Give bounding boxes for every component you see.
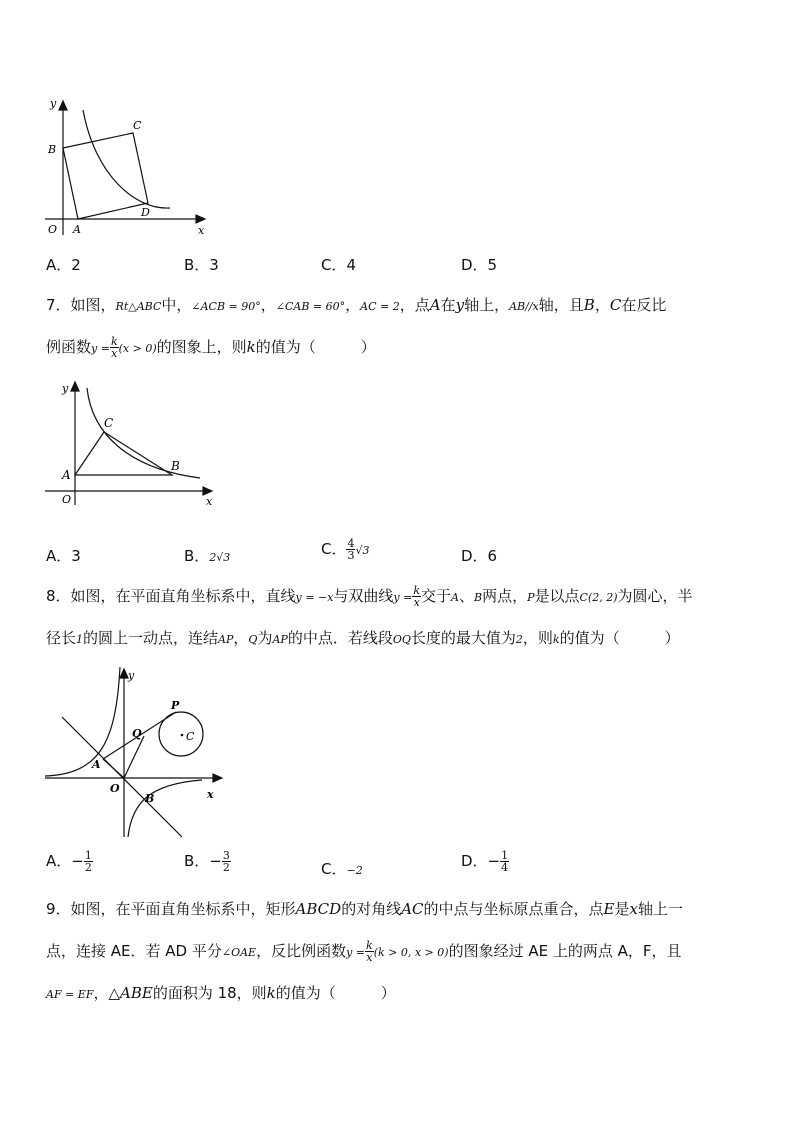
- label-o: O: [48, 223, 58, 236]
- q6-option-a[interactable]: A．2: [46, 256, 81, 274]
- label-y: y: [62, 382, 69, 395]
- y-axis-arrow: [120, 669, 128, 678]
- q9-line-3: AF = EF，△ABE的面积为 18，则k的值为（ ）: [46, 984, 396, 1002]
- label-a: A: [62, 468, 71, 482]
- q7-line-2: 例函数y = $\frac{k}{x}$ (x > 0)的图象上，则k的值为（ ）: [46, 335, 376, 360]
- label-y: y: [50, 97, 57, 110]
- q8-option-d[interactable]: D．− $\frac{1}{4}$: [461, 849, 509, 874]
- q8-line-2: 径长1的圆上一动点，连结AP，Q为AP的中点．若线段OQ长度的最大值为2，则k的值为（ ）: [46, 629, 680, 647]
- q6-option-d[interactable]: D．5: [461, 256, 498, 274]
- label-o: O: [110, 782, 120, 795]
- q6-option-c[interactable]: C．4: [321, 256, 357, 274]
- square-abcd: [63, 133, 148, 219]
- x-axis-arrow: [196, 215, 205, 223]
- q7-line-1: 7．如图，Rt△ABC中，∠ACB = 90°，∠CAB = 60°，AC = 2，点A在y轴上，AB//x轴，且B，C在反比: [46, 296, 667, 314]
- q7-option-c[interactable]: C． $\frac{4}{3}$ √3: [321, 537, 370, 562]
- label-o: O: [62, 493, 72, 506]
- label-b: B: [171, 459, 180, 473]
- label-d: D: [141, 206, 150, 219]
- hyperbola-curve: [83, 110, 170, 208]
- q9-line-1: 9．如图，在平面直角坐标系中，矩形ABCD的对角线AC的中点与坐标原点重合，点E是x轴上一: [46, 900, 683, 918]
- label-a: A: [73, 223, 81, 236]
- label-x: x: [198, 224, 205, 237]
- fraction-k-over-x: $\frac{k}{x}$: [110, 335, 118, 360]
- figure-q7: [40, 375, 220, 510]
- segment-ao: [103, 759, 124, 778]
- center-point: [181, 734, 184, 737]
- label-x: x: [207, 788, 214, 801]
- q7-option-a[interactable]: A．3: [46, 547, 81, 565]
- q7-option-b[interactable]: B．2√3: [184, 547, 231, 565]
- hyperbola-branch-2: [45, 667, 120, 776]
- q8-option-b[interactable]: B．− $\frac{3}{2}$: [184, 849, 230, 874]
- label-c: C: [186, 730, 195, 743]
- figure-q6: [40, 95, 215, 240]
- q9-line-2: 点，连接 AE．若 AD 平分∠OAE，反比例函数y = $\frac{k}{x}$ (k > 0, x > 0)的图象经过 AE 上的两点 A，F，且: [46, 939, 682, 964]
- label-b: B: [145, 792, 155, 805]
- label-a: A: [92, 758, 101, 771]
- y-axis-arrow: [59, 101, 67, 110]
- line-y-neg-x: [62, 717, 182, 837]
- q8-option-c[interactable]: C．−2: [321, 860, 363, 878]
- x-axis-arrow: [203, 487, 212, 495]
- label-p: P: [171, 699, 180, 712]
- label-c: C: [104, 416, 114, 430]
- x-axis-arrow: [213, 774, 222, 782]
- label-b: B: [48, 143, 57, 156]
- y-axis-arrow: [71, 382, 79, 391]
- q8-line-1: 8．如图，在平面直角坐标系中，直线y = −x与双曲线y = $\frac{k}{x}$ 交于A、B两点，P是以点C(2, 2)为圆心，半: [46, 584, 693, 609]
- label-x: x: [206, 495, 213, 508]
- q6-option-b[interactable]: B．3: [184, 256, 219, 274]
- figure-q8: [40, 662, 230, 842]
- q8-option-a[interactable]: A．− $\frac{1}{2}$: [46, 849, 92, 874]
- label-y: y: [128, 669, 135, 682]
- label-q: Q: [132, 727, 142, 740]
- hyperbola-branch-4: [128, 780, 202, 837]
- segment-oq: [124, 736, 144, 778]
- label-c: C: [133, 119, 142, 132]
- q7-option-d[interactable]: D．6: [461, 547, 498, 565]
